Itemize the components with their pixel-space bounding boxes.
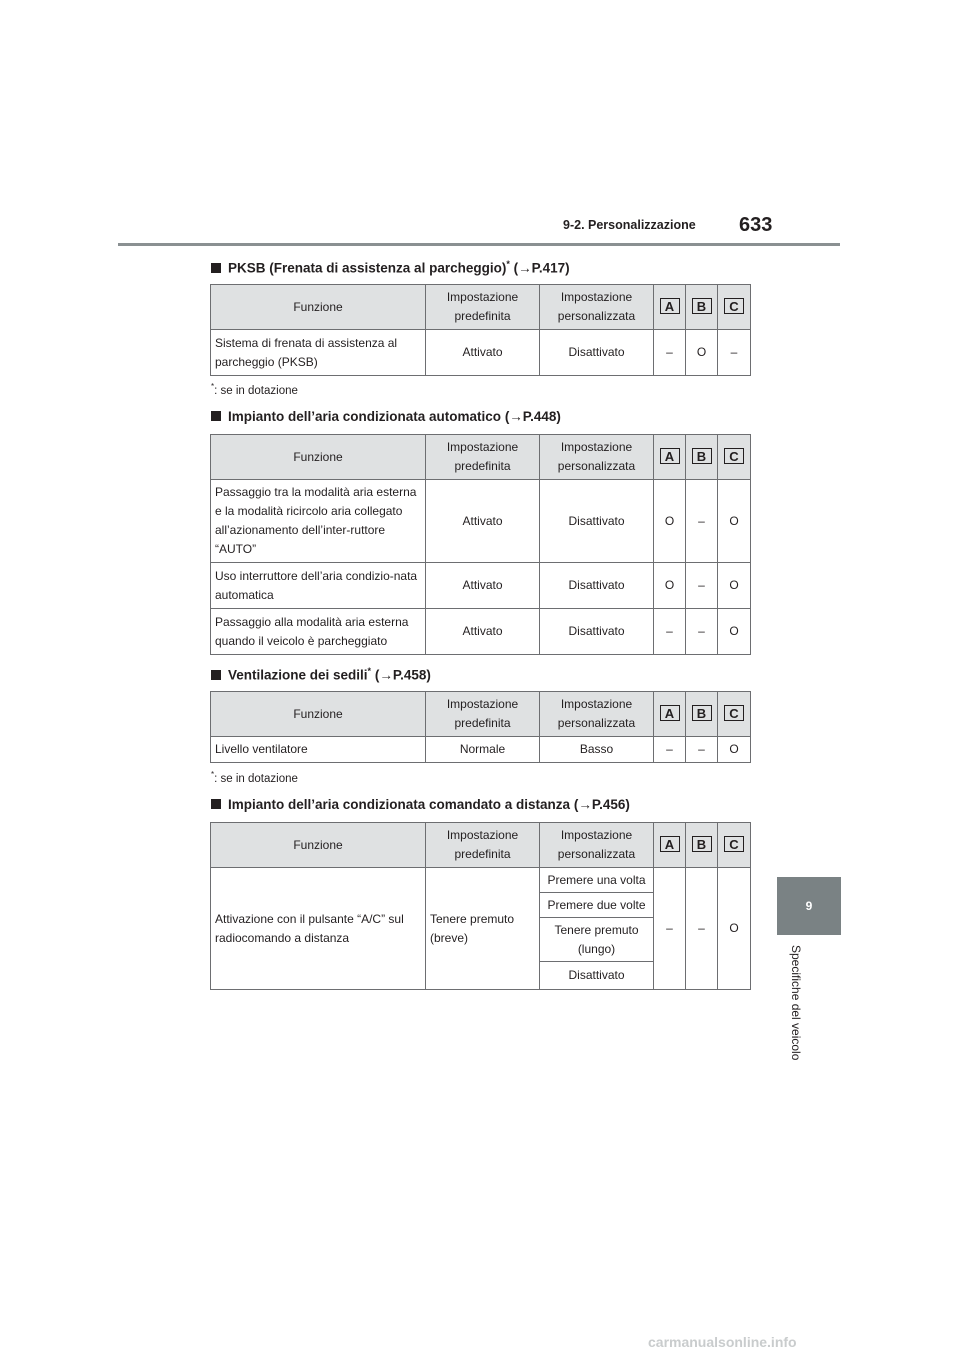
mode-b-icon: B [692, 705, 712, 721]
mode-b-icon: B [692, 298, 712, 314]
cell-funzione: Livello ventilatore [211, 737, 426, 763]
mode-a-icon: A [660, 836, 680, 852]
chapter-tab: 9 [777, 877, 841, 935]
table-header-row [211, 435, 751, 480]
cell-c: O [718, 480, 751, 563]
col-c [718, 823, 751, 868]
mode-a-icon: A [660, 298, 680, 314]
cell-c: O [718, 868, 751, 990]
col-c [718, 285, 751, 330]
cell-b: – [686, 609, 718, 655]
watermark: carmanualsonline.info [648, 1334, 797, 1350]
bullet-square-icon [211, 799, 221, 809]
section-heading-auto-ac [211, 409, 561, 424]
footnote-star: * [211, 382, 215, 391]
cell-personalizzata: Disattivato [540, 563, 654, 609]
cell-option: Premere una volta [540, 868, 654, 893]
cell-predefinita: Tenere premuto (breve) [426, 868, 540, 990]
col-funzione: Funzione [211, 692, 426, 737]
col-c [718, 435, 751, 480]
cell-personalizzata: Disattivato [540, 609, 654, 655]
cell-a: – [654, 609, 686, 655]
cell-predefinita: Attivato [426, 330, 540, 376]
chapter-label [787, 945, 803, 1080]
col-b [686, 692, 718, 737]
header-divider [118, 243, 840, 246]
page-number: 633 [739, 214, 773, 236]
cell-b: – [686, 737, 718, 763]
col-funzione: Funzione [211, 285, 426, 330]
section-heading-remote-ac [211, 797, 630, 812]
cell-a: O [654, 480, 686, 563]
cell-funzione: Sistema di frenata di assistenza al parcheggio (PKSB) [211, 330, 426, 376]
table-header-row [211, 285, 751, 330]
cell-option: Disattivato [540, 962, 654, 990]
col-b [686, 285, 718, 330]
chapter-label-text: Specifiche del veicolo [789, 945, 803, 1061]
table-auto-ac [210, 434, 751, 655]
col-predefinita: Impostazione predefinita [426, 692, 540, 737]
page-reference: (→P.458) [374, 667, 431, 683]
col-personalizzata: Impostazione personalizzata [540, 285, 654, 330]
col-a [654, 285, 686, 330]
col-personalizzata: Impostazione personalizzata [540, 692, 654, 737]
section-title: Ventilazione dei sedili [228, 667, 368, 683]
cell-c: – [718, 330, 751, 376]
col-b [686, 435, 718, 480]
table-row [211, 609, 751, 655]
footnote-text: : se in dotazione [214, 384, 298, 397]
table-seat-ventilation [210, 691, 751, 763]
col-funzione: Funzione [211, 435, 426, 480]
col-a [654, 692, 686, 737]
cell-b: – [686, 563, 718, 609]
mode-c-icon: C [724, 298, 744, 314]
footnote [211, 382, 298, 397]
cell-predefinita: Attivato [426, 563, 540, 609]
footnote-text: : se in dotazione [214, 772, 298, 785]
cell-personalizzata: Disattivato [540, 480, 654, 563]
cell-predefinita: Normale [426, 737, 540, 763]
cell-a: – [654, 330, 686, 376]
col-personalizzata: Impostazione personalizzata [540, 823, 654, 868]
col-funzione: Funzione [211, 823, 426, 868]
col-predefinita: Impostazione predefinita [426, 285, 540, 330]
table-header-row [211, 692, 751, 737]
table-row [211, 480, 751, 563]
cell-funzione: Passaggio tra la modalità aria esterna e la modalità ricircolo aria collegato all’azionamento dell’inter-ruttore “AUTO” [211, 480, 426, 563]
footnote [211, 770, 298, 785]
mode-c-icon: C [724, 705, 744, 721]
cell-funzione: Attivazione con il pulsante “A/C” sul radiocomando a distanza [211, 868, 426, 990]
cell-a: O [654, 563, 686, 609]
cell-a: – [654, 737, 686, 763]
table-row [211, 868, 751, 893]
cell-a: – [654, 868, 686, 990]
col-a [654, 435, 686, 480]
table-row [211, 330, 751, 376]
cell-b: – [686, 868, 718, 990]
footnote-star: * [506, 259, 510, 269]
bullet-square-icon [211, 411, 221, 421]
bullet-square-icon [211, 670, 221, 680]
cell-funzione: Uso interruttore dell’aria condizio-nata automatica [211, 563, 426, 609]
table-pksb [210, 284, 751, 376]
cell-b: O [686, 330, 718, 376]
cell-c: O [718, 609, 751, 655]
col-b [686, 823, 718, 868]
col-personalizzata: Impostazione personalizzata [540, 435, 654, 480]
section-heading-pksb [211, 259, 570, 276]
cell-option: Premere due volte [540, 893, 654, 918]
table-header-row [211, 823, 751, 868]
mode-c-icon: C [724, 836, 744, 852]
cell-c: O [718, 563, 751, 609]
page-reference: (→P.417) [513, 260, 570, 276]
cell-option: Tenere premuto (lungo) [540, 918, 654, 962]
mode-b-icon: B [692, 836, 712, 852]
section-title: Impianto dell’aria condizionata automatico [228, 409, 502, 424]
page-reference: (→P.448) [504, 409, 561, 424]
bullet-square-icon [211, 263, 221, 273]
section-title: Impianto dell’aria condizionata comandato a distanza [228, 797, 571, 812]
footnote-star: * [211, 770, 215, 779]
col-predefinita: Impostazione predefinita [426, 823, 540, 868]
cell-predefinita: Attivato [426, 609, 540, 655]
page-reference: (→P.456) [573, 797, 630, 812]
cell-b: – [686, 480, 718, 563]
table-row [211, 737, 751, 763]
table-row [211, 563, 751, 609]
mode-a-icon: A [660, 448, 680, 464]
mode-a-icon: A [660, 705, 680, 721]
cell-personalizzata: Basso [540, 737, 654, 763]
cell-funzione: Passaggio alla modalità aria esterna quando il veicolo è parcheggiato [211, 609, 426, 655]
col-predefinita: Impostazione predefinita [426, 435, 540, 480]
mode-c-icon: C [724, 448, 744, 464]
col-a [654, 823, 686, 868]
cell-predefinita: Attivato [426, 480, 540, 563]
section-heading-seat-ventilation [211, 666, 431, 683]
cell-c: O [718, 737, 751, 763]
col-c [718, 692, 751, 737]
mode-b-icon: B [692, 448, 712, 464]
footnote-star: * [367, 666, 372, 676]
section-header: 9-2. Personalizzazione [563, 218, 696, 232]
section-title: PKSB (Frenata di assistenza al parcheggio) [228, 260, 507, 276]
table-remote-ac [210, 822, 751, 990]
cell-personalizzata: Disattivato [540, 330, 654, 376]
